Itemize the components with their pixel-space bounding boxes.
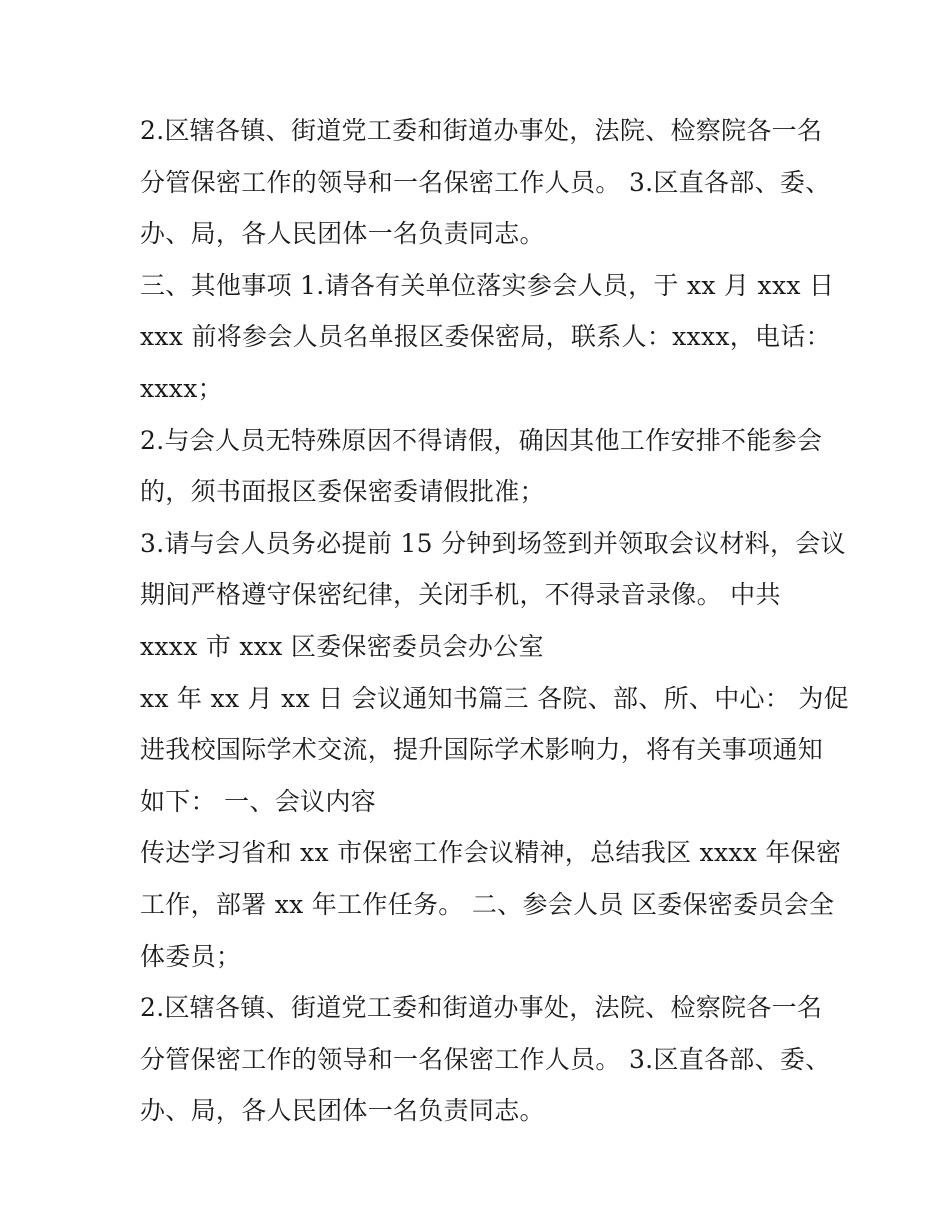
text-line: xxxx； xyxy=(140,373,223,403)
text-line: 工作，部署 xx 年工作任务。 二、参会人员 区委保密委员会全 xyxy=(140,889,835,919)
text-line: 传达学习省和 xx 市保密工作会议精神，总结我区 xxxx 年保密 xyxy=(140,838,842,868)
text-line: 2.区辖各镇、街道党工委和街道办事处，法院、检察院各一名 xyxy=(140,116,823,145)
text-line: 办、局，各人民团体一名负责同志。 xyxy=(140,219,545,249)
text-line: xxx 前将参会人员名单报区委保密局，联系人：xxxx，电话： xyxy=(140,322,831,352)
text-line: 分管保密工作的领导和一名保密工作人员。 3.区直各部、委、 xyxy=(140,167,831,197)
text-line: 如下： 一、会议内容 xyxy=(140,786,376,816)
text-line: 进我校国际学术交流，提升国际学术影响力，将有关事项通知 xyxy=(140,735,824,765)
text-line: xx 年 xx 月 xx 日 会议通知书篇三 各院、部、所、中心： 为促 xyxy=(140,683,849,713)
text-line: 分管保密工作的领导和一名保密工作人员。 3.区直各部、委、 xyxy=(140,1044,831,1074)
text-line: 三、其他事项 1.请各有关单位落实参会人员，于 xx 月 xxx 日 xyxy=(140,270,835,300)
text-line: 期间严格遵守保密纪律，关闭手机，不得录音录像。 中共 xyxy=(140,580,781,610)
text-line: 2.与会人员无特殊原因不得请假，确因其他工作安排不能参会 xyxy=(140,425,823,455)
text-line: 办、局，各人民团体一名负责同志。 xyxy=(140,1096,545,1126)
text-line: 2.区辖各镇、街道党工委和街道办事处，法院、检察院各一名 xyxy=(140,993,823,1023)
text-line: 体委员； xyxy=(140,941,242,971)
text-line: 的，须书面报区委保密委请假批准； xyxy=(140,477,545,507)
text-line: 3.请与会人员务必提前 15 分钟到场签到并领取会议材料，会议 xyxy=(140,528,846,558)
text-line: xxxx 市 xxx 区委保密委员会办公室 xyxy=(140,631,544,661)
document-body xyxy=(140,105,849,1137)
